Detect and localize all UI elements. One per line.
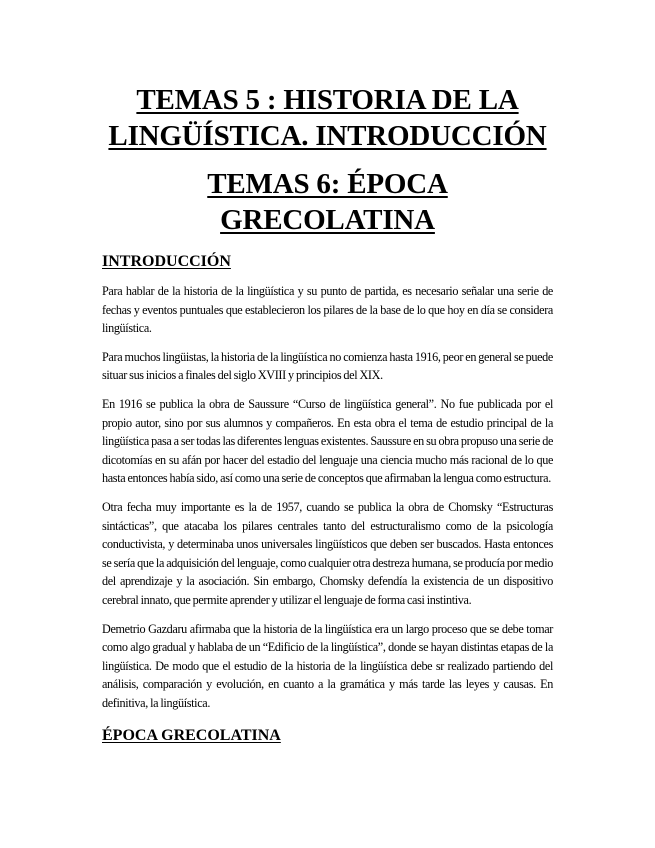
paragraph-intro-2: Para muchos lingüistas, la historia de la lingüística no comienza hasta 1916, peor en general se puede situar sus inicios a finales del siglo XVIII y principios del XIX.: [102, 349, 553, 383]
document-title-temas-6: TEMAS 6: ÉPOCA GRECOLATINA: [207, 168, 448, 236]
paragraph-intro-1: Para hablar de la historia de la lingüística y su punto de partida, es necesario señalar una serie de fechas y eventos puntuales que establecieron los pilares de la base de lo que hoy en día se considera lingüística.: [102, 284, 553, 336]
document-title-temas-5: TEMAS 5 : HISTORIA DE LA LINGÜÍSTICA. INTRODUCCIÓN: [108, 84, 547, 152]
paragraph-chomsky: Otra fecha muy importante es la de 1957, cuando se publica la obra de Chomsky “Estructuras sintácticas”, que atacaba los pilares centrales tanto del estructuralismo como de la psicología conductivista, y determinaba unos universales lingüísticos que deben ser buscados. Hasta entonces se sería que la adquisición del lenguaje, como cualquier otra destreza humana, se producía por medio del aprendizaje y la asociación. Sin embargo, Chomsky defendía la existencia de un dispositivo cerebral innato, que permite aprender y utilizar el lenguaje de forma casi instintiva.: [102, 499, 553, 607]
section-heading-introduccion: INTRODUCCIÓN: [102, 253, 231, 270]
document-page: [102, 82, 553, 756]
section-heading-epoca-grecolatina: ÉPOCA GRECOLATINA: [102, 727, 281, 745]
paragraph-saussure: En 1916 se publica la obra de Saussure “Curso de lingüística general”. No fue publicada por el propio autor, sino por sus alumnos y compañeros. En esta obra el tema de estudio principal de la lingüística pasa a ser todas las diferentes lenguas existentes. Saussure en su obra propuso una serie de dicotomías en su afán por hacer del estadio del lenguaje una ciencia mucho más racional de lo que hasta entonces había sido, así como una serie de conceptos que afirmaban la lengua como estructura.: [102, 396, 553, 486]
paragraph-gazdaru: Demetrio Gazdaru afirmaba que la historia de la lingüística era un largo proceso que se debe tomar como algo gradual y hablaba de un “Edificio de la lingüística”, donde se hayan distintas etapas de la lingüística. De modo que el estudio de la historia de la lingüística debe sr realizado partiendo del análisis, comparación y evolución, en cuanto a la gramática y más tarde las leyes y causas. En definitiva, la lingüística.: [102, 621, 553, 710]
